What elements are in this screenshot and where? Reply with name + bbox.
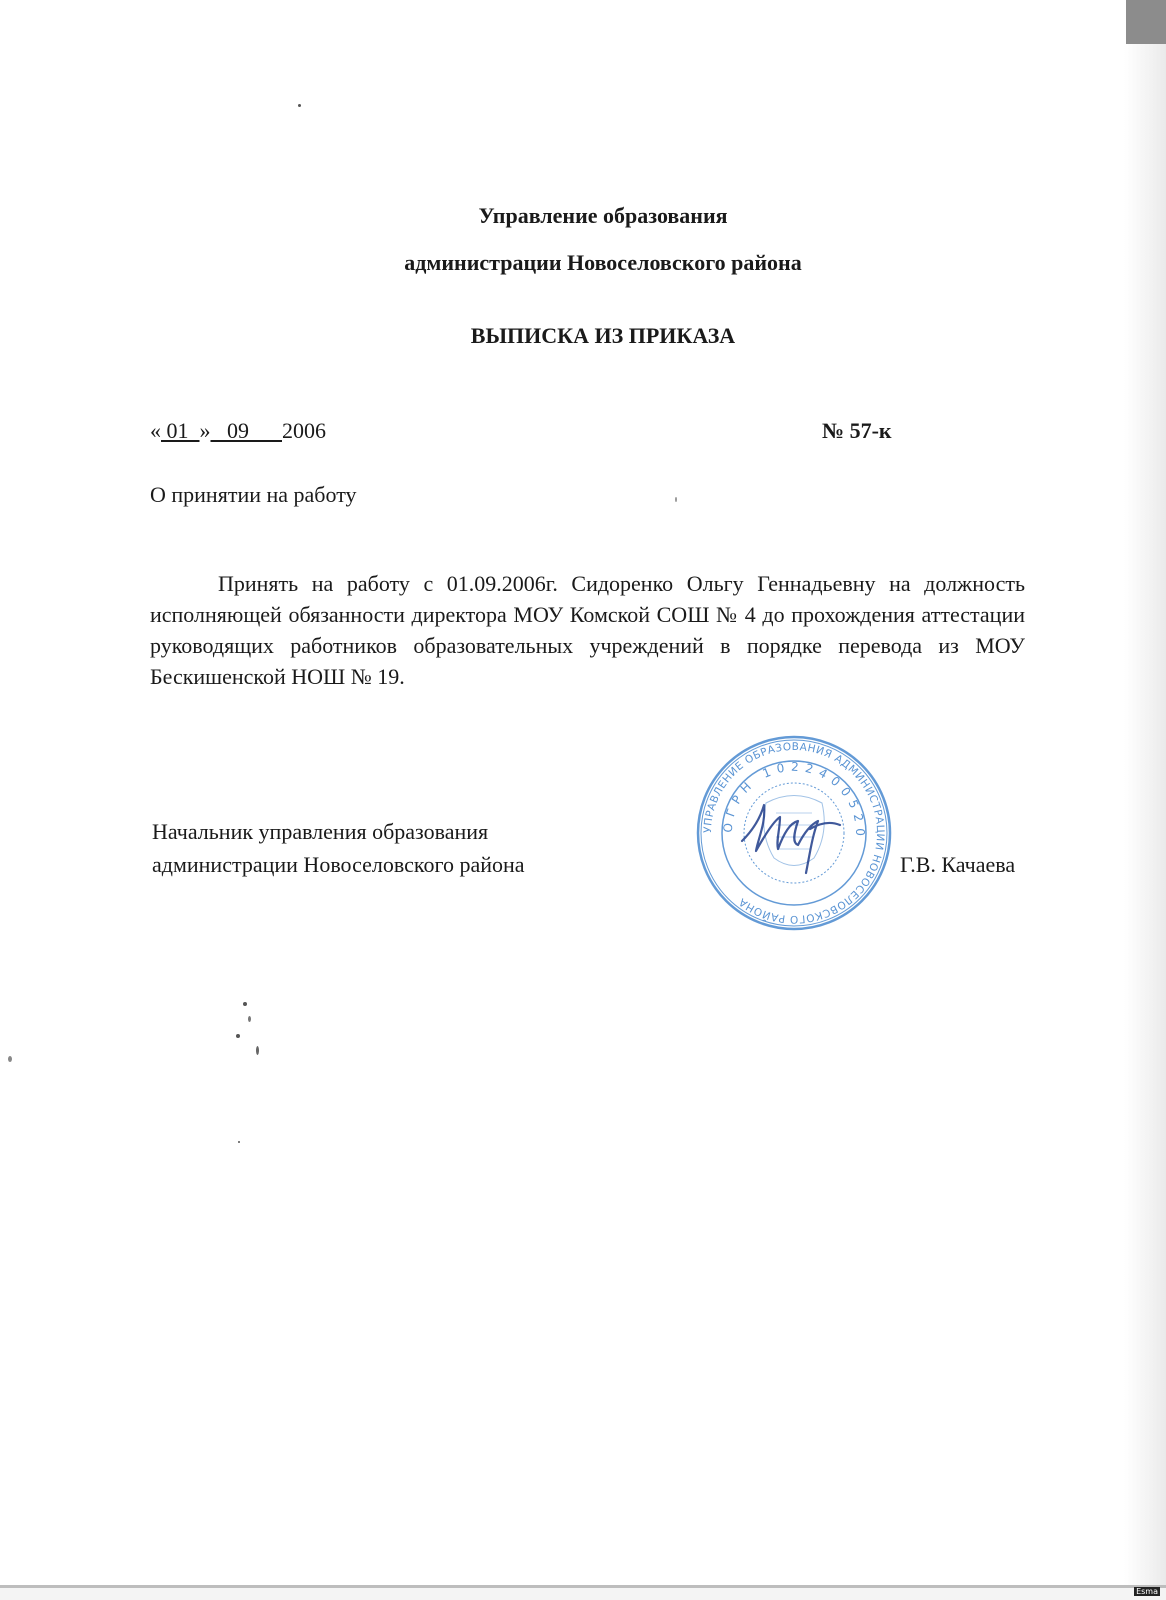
stamp-ogrn-text [721,760,868,842]
date-open-quote: « [150,418,161,443]
scan-speck [298,104,301,107]
signature-scribble [742,805,840,873]
date-month: 09 [210,418,282,443]
signatory-title-line2: администрации Новоселовского района [152,852,525,877]
scan-watermark-tag: Esma [1136,1587,1158,1596]
scan-speck [8,1056,12,1062]
stamp-ogrn-textpath: ОГРН 1022400520 [720,759,868,843]
date-year: 2006 [282,418,326,443]
signatory-title-line1: Начальник управления образования [152,819,489,844]
scan-speck [238,1141,240,1143]
scan-bottom-line [0,1585,1166,1588]
scan-speck [243,1002,247,1006]
signatory-name: Г.В. Качаева [900,852,1016,877]
order-body: Принять на работу с 01.09.2006г. Сидоренко Ольгу Геннадьевну на должность исполняющей обязанности директора МОУ Комской СОШ № 4 до прохождения аттестации руководящих работников образовательных учреждений в порядке перевода из МОУ Бескишенской НОШ № 19. [150,571,1025,689]
date-day: 01 [161,418,200,443]
order-date [150,418,326,444]
stamp-outer-textpath: УПРАВЛЕНИЕ ОБРАЗОВАНИЯ АДМИНИСТРАЦИИ НОВОСЕЛОВСКОГО РАЙОНА [701,740,887,926]
organization-administration: администрации Новоселовского района [404,250,802,275]
document-title: ВЫПИСКА ИЗ ПРИКАЗА [470,323,736,348]
date-close-quote: » [199,418,211,443]
scan-speck [675,497,677,502]
scan-edge [1124,0,1166,1600]
scan-bottom-edge [0,1588,1166,1600]
scan-speck [256,1046,259,1055]
official-stamp [694,733,894,933]
order-subject: О принятии на работу [150,482,357,507]
scan-corner [1126,0,1166,44]
scan-speck [248,1016,251,1022]
order-number: № 57-к [822,418,892,443]
organization-name: Управление образования [478,203,728,228]
scan-speck [236,1034,240,1038]
